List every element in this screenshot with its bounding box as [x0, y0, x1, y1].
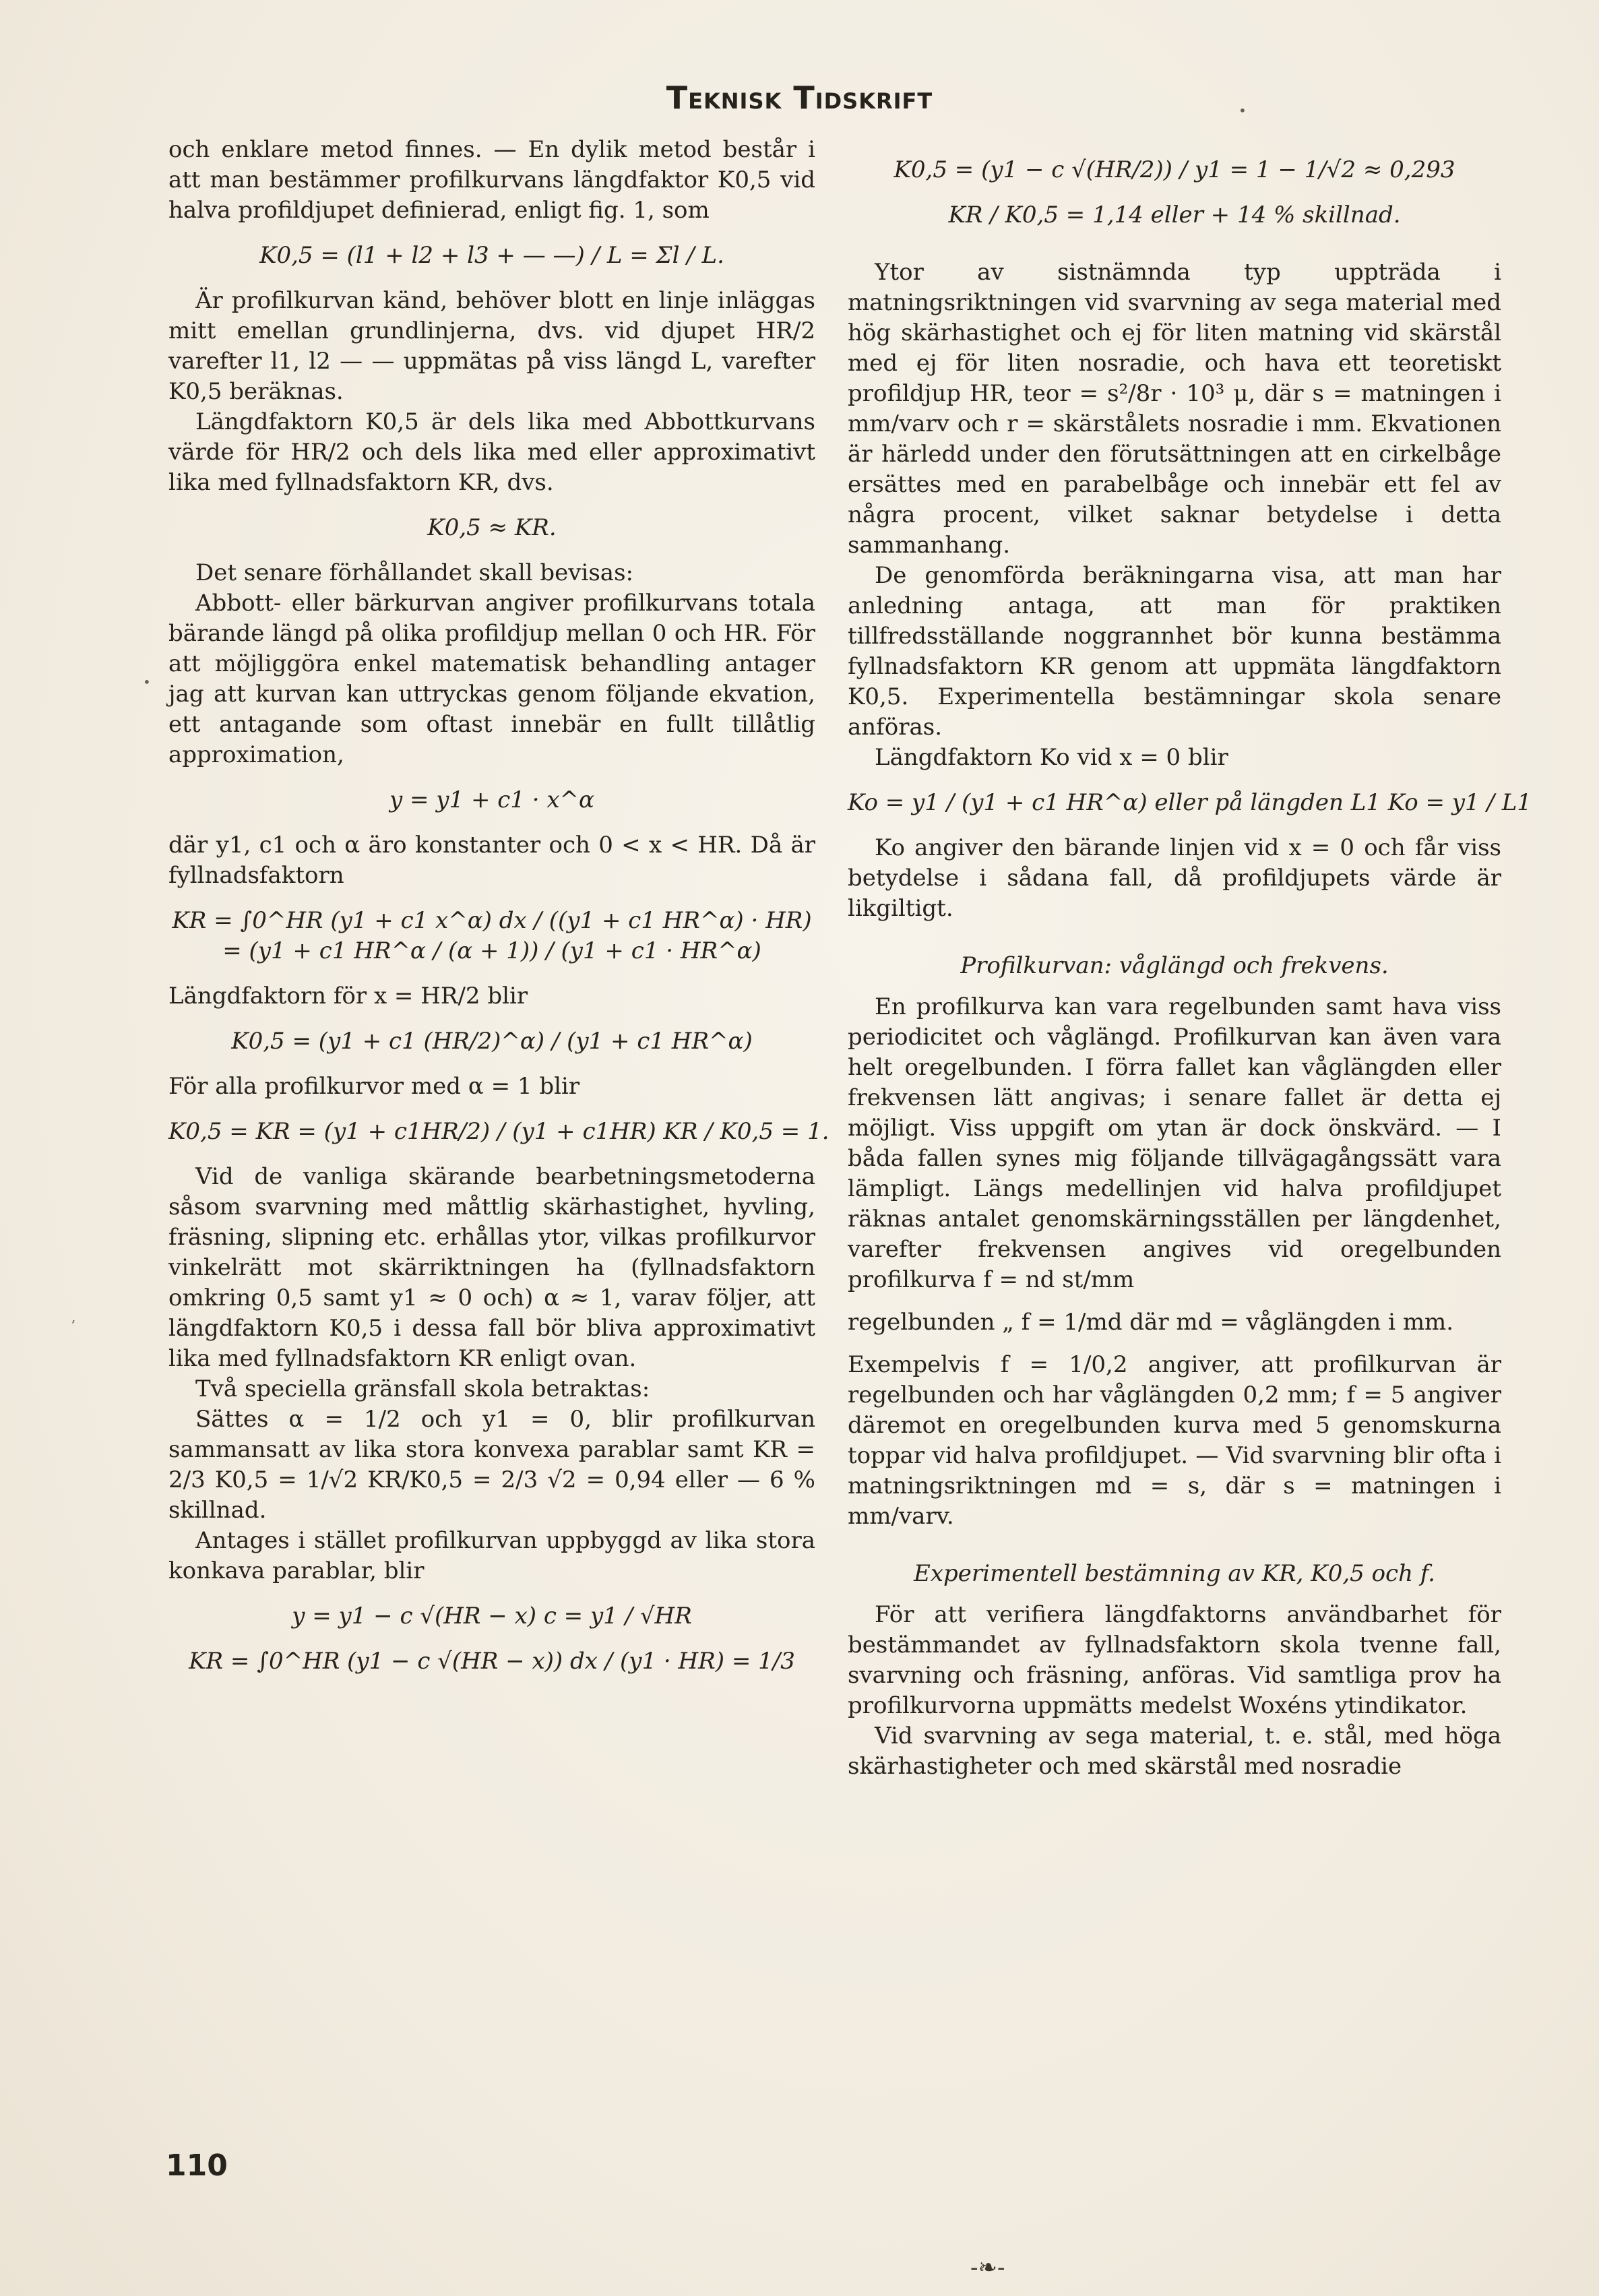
paragraph: Längdfaktorn K0,5 är dels lika med Abbottkurvans värde för HR/2 och dels lika med eller approximativt lika med fyllnadsfaktorn KR, dvs.	[168, 408, 815, 496]
equation: K0,5 = (y1 + c1 (HR/2)^α) / (y1 + c1 HR^α)	[231, 1028, 753, 1055]
paragraph: Sättes α = 1/2 och y1 = 0, blir profilkurvan sammansatt av lika stora konvexa parablar samt KR = 2/3 K0,5 = 1/√2 KR/K0,5 = 2/3 √2 = 0,94 eller — 6 % skillnad.	[168, 1406, 815, 1524]
equation: y = y1 + c1 · x^α	[389, 786, 594, 813]
paragraph: Är profilkurvan känd, behöver blott en linje inläggas mitt emellan grundlinjerna, dvs. vid djupet HR/2 varefter l1, l2 — — uppmätas på viss längd L, varefter K0,5 beräknas.	[168, 287, 815, 405]
equation: K0,5 = (y1 − c √(HR/2)) / y1 = 1 − 1/√2 ≈ 0,293	[893, 156, 1455, 183]
right-column	[848, 135, 1532, 1782]
equation: K0,5 ≈ KR.	[427, 514, 557, 541]
equation: KR = ∫0^HR (y1 − c √(HR − x)) dx / (y1 · HR) = 1/3	[189, 1648, 795, 1675]
paragraph: De genomförda beräkningarna visa, att man har anledning antaga, att man för praktiken tillfredsställande noggrannhet bör kunna bestämma fyllnadsfaktorn KR genom att uppmäta längdfaktorn K0,5. Experimentella bestämningar skola senare anföras.	[848, 562, 1501, 741]
equation: K0,5 = KR = (y1 + c1HR/2) / (y1 + c1HR) KR / K0,5 = 1.	[168, 1118, 829, 1145]
paragraph: En profilkurva kan vara regelbunden samt hava viss periodicitet och våglängd. Profilkurvan kan även vara helt oregelbunden. I förra fallet kan våglängden eller frekvensen lätt angivas; i senare fallet är detta ej möjligt. Viss uppgift om ytan är dock önskvärd. — I båda fallen synes mig följande tillvägagångssätt vara lämpligt. Längs medellinjen vid halva profildjupet räknas antalet genomskärningsställen per längdenhet, varefter frekvensen angives vid oregelbunden profilkurva f = nd st/mm	[848, 993, 1501, 1293]
equation: y = y1 − c √(HR − x) c = y1 / √HR	[292, 1603, 692, 1630]
equation: K0,5 = (l1 + l2 + l3 + — —) / L = Σl / L.	[259, 242, 724, 269]
paragraph: Ko angiver den bärande linjen vid x = 0 och får viss betydelse i sådana fall, då profildjupets värde är likgiltigt.	[848, 834, 1501, 922]
paragraph: Ytor av sistnämnda typ uppträda i matningsriktningen vid svarvning av sega material med hög skärhastighet och ej för liten matning vid skärstål med ej för liten nosradie, och hava ett teoretiskt profildjup HR, teor = s²/8r · 10³ μ, där s = matningen i mm/varv och r = skärstålets nosradie i mm. Ekvationen är härledd under den förutsättningen att en cirkelbåge ersättes med en parabelbåge och innebär ett fel av några procent, vilket saknar betydelse i detta sammanhang.	[848, 259, 1501, 559]
paragraph: För att verifiera längdfaktorns användbarhet för bestämmandet av fyllnadsfaktorn skola tvenne fall, svarvning och fräsning, anföras. Vid samtliga prov ha profilkurvorna uppmätts medelst Woxéns ytindikator.	[848, 1601, 1501, 1719]
speck-mark: •	[1239, 102, 1247, 119]
section-title: Profilkurvan: våglängd och frekvens.	[960, 952, 1389, 979]
speck-mark: •	[143, 674, 151, 690]
paragraph: Två speciella gränsfall skola betraktas:	[195, 1375, 650, 1402]
paragraph: Abbott- eller bärkurvan angiver profilkurvans totala bärande längd på olika profildjup mellan 0 och HR. För att möjliggöra enkel matematisk behandling antager jag att kurvan kan uttryckas genom följande ekvation, ett antagande som oftast innebär en fullt tillåtlig approximation,	[168, 590, 815, 768]
paragraph: där y1, c1 och α äro konstanter och 0 < x < HR. Då är fyllnadsfaktorn	[168, 832, 815, 889]
page-number: 110	[166, 2148, 228, 2183]
paragraph: Längdfaktorn för x = HR/2 blir	[168, 983, 528, 1010]
paragraph: och enklare metod finnes. — En dylik metod består i att man bestämmer profilkurvans längdfaktor K0,5 vid halva profildjupet definierad, enligt fig. 1, som	[168, 136, 815, 224]
paragraph: Exempelvis f = 1/0,2 angiver, att profilkurvan är regelbunden och har våglängden 0,2 mm; f = 5 angiver däremot en oregelbunden kurva med 5 genomskurna toppar vid halva profildjupet. — Vid svarvning blir ofta i matningsriktningen md = s, där s = matningen i mm/varv.	[848, 1351, 1501, 1530]
paragraph: För alla profilkurvor med α = 1 blir	[168, 1073, 580, 1100]
paragraph: Det senare förhållandet skall bevisas:	[195, 559, 633, 586]
section-title: Experimentell bestämning av KR, K0,5 och f.	[914, 1560, 1435, 1587]
paragraph: regelbunden „ f = 1/md där md = våglängden i mm.	[848, 1309, 1454, 1336]
equation: Ko = y1 / (y1 + c1 HR^α) eller på längden L1 Ko = y1 / L1	[848, 789, 1532, 816]
paragraph: Antages i stället profilkurvan uppbyggd av lika stora konkava parablar, blir	[168, 1527, 815, 1584]
paragraph: Längdfaktorn Ko vid x = 0 blir	[875, 744, 1228, 771]
left-column	[168, 135, 829, 1692]
ornament-icon: -❧-	[970, 2254, 1005, 2281]
paragraph: Vid svarvning av sega material, t. e. stål, med höga skärhastigheter och med skärstål med nosradie	[848, 1723, 1501, 1780]
speck-mark: ,	[71, 1309, 76, 1325]
journal-header: Teknisk Tidskrift	[666, 80, 933, 116]
paragraph: Vid de vanliga skärande bearbetningsmetoderna såsom svarvning med måttlig skärhastighet, hyvling, fräsning, slipning etc. erhållas ytor, vilkas profilkurvor vinkelrätt mot skärriktningen ha (fyllnadsfaktorn omkring 0,5 samt y1 ≈ 0 och) α ≈ 1, varav följer, att längdfaktorn K0,5 i dessa fall bör bliva approximativt lika med fyllnadsfaktorn KR enligt ovan.	[168, 1163, 815, 1372]
equation: KR / K0,5 = 1,14 eller + 14 % skillnad.	[948, 201, 1401, 228]
equation: KR = ∫0^HR (y1 + c1 x^α) dx / ((y1 + c1 HR^α) · HR) = (y1 + c1 HR^α / (α + 1)) / (y1 + c1 · HR^α)	[172, 907, 812, 964]
